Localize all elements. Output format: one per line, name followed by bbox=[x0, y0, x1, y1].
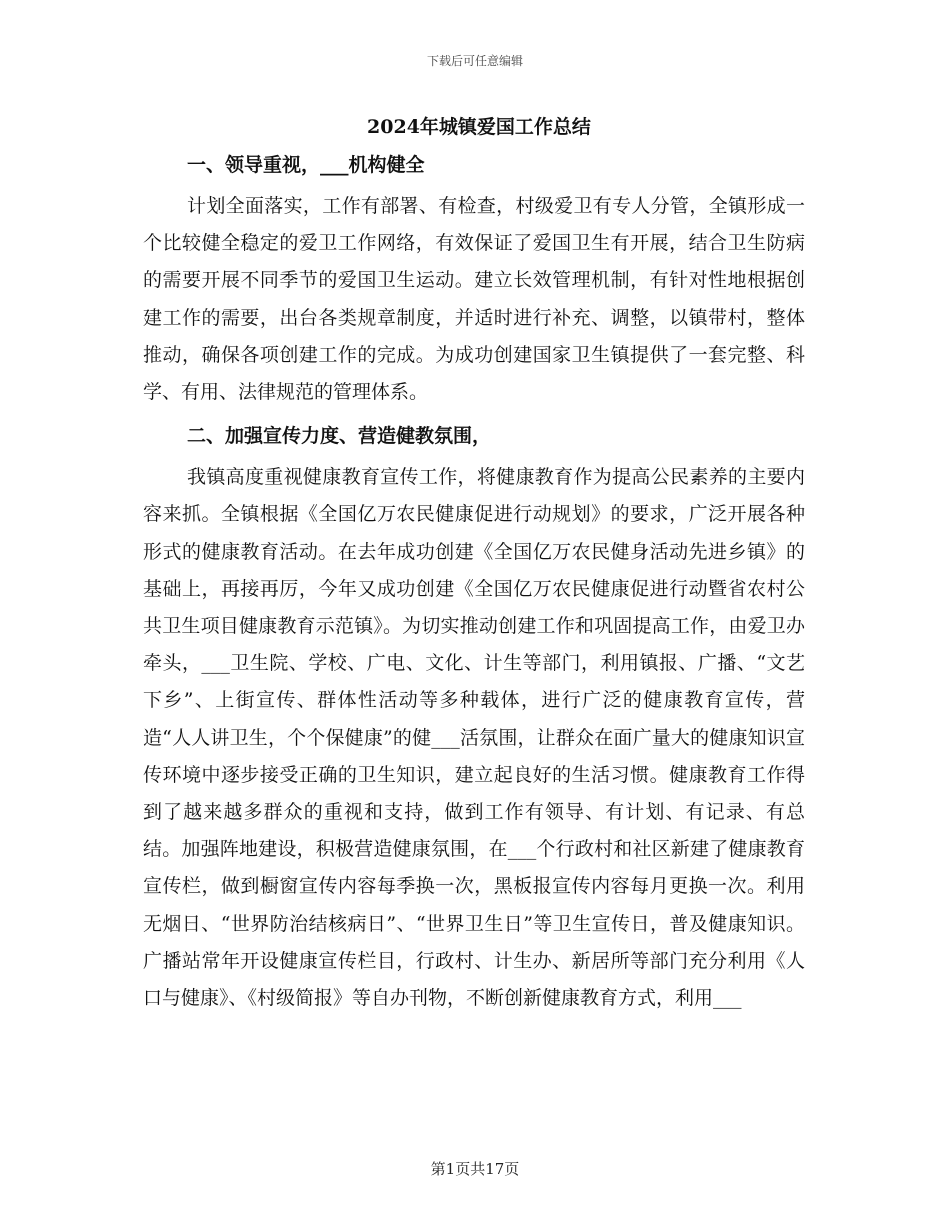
section-heading-1: 一、领导重视，___机构健全 bbox=[187, 154, 425, 176]
section-paragraph-2: 我镇高度重视健康教育宣传工作，将健康教育作为提高公民素养的主要内容来抓。全镇根据《全国亿万农民健康促进行动规划》的要求，广泛开展各种形式的健康教育活动。在去年成功创建《全国亿万农民健身活动先进乡镇》的基础上，再接再厉，今年又成功创建《全国亿万农民健康促进行动暨省农村公共卫生项目健康教育示范镇》。为切实推动创建工作和巩固提高工作，由爱卫办牵头，___卫生院、学校、广电、文化、计生等部门，利用镇报、广播、“文艺下乡”、上街宣传、群体性活动等多种载体，进行广泛的健康教育宣传，营造“人人讲卫生，个个保健康”的健___活氛围，让群众在面广量大的健康知识宣传环境中逐步接受正确的卫生知识，建立起良好的生活习惯。健康教育工作得到了越来越多群众的重视和支持，做到工作有领导、有计划、有记录、有总结。加强阵地建设，积极营造健康氛围，在___个行政村和社区新建了健康教育宣传栏，做到橱窗宣传内容每季换一次，黑板报宣传内容每月更换一次。利用无烟日、“世界防治结核病日”、“世界卫生日”等卫生宣传日，普及健康知识。广播站常年开设健康宣传栏目，行政村、计生办、新居所等部门充分利用《人口与健康》、《村级简报》等自办刊物，不断创新健康教育方式，利用___ bbox=[143, 466, 805, 1010]
document-body bbox=[143, 112, 805, 1017]
document-title: 2024年城镇爱国工作总结 bbox=[367, 116, 591, 138]
page-number: 第1页共17页 bbox=[430, 1160, 520, 1178]
section-heading-2: 二、加强宣传力度、营造健教氛围， bbox=[187, 425, 492, 448]
header-note: 下载后可任意编辑 bbox=[426, 54, 523, 68]
section-paragraph-1: 计划全面落实，工作有部署、有检查，村级爱卫有专人分管，全镇形成一个比较健全稳定的爱卫工作网络，有效保证了爱国卫生有开展，结合卫生防病的需要开展不同季节的爱国卫生运动。建立长效管理机制，有针对性地根据创建工作的需要，出台各类规章制度，并适时进行补充、调整，以镇带村，整体推动，确保各项创建工作的完成。为成功创建国家卫生镇提供了一套完整、科学、有用、法律规范的管理体系。 bbox=[143, 195, 805, 404]
